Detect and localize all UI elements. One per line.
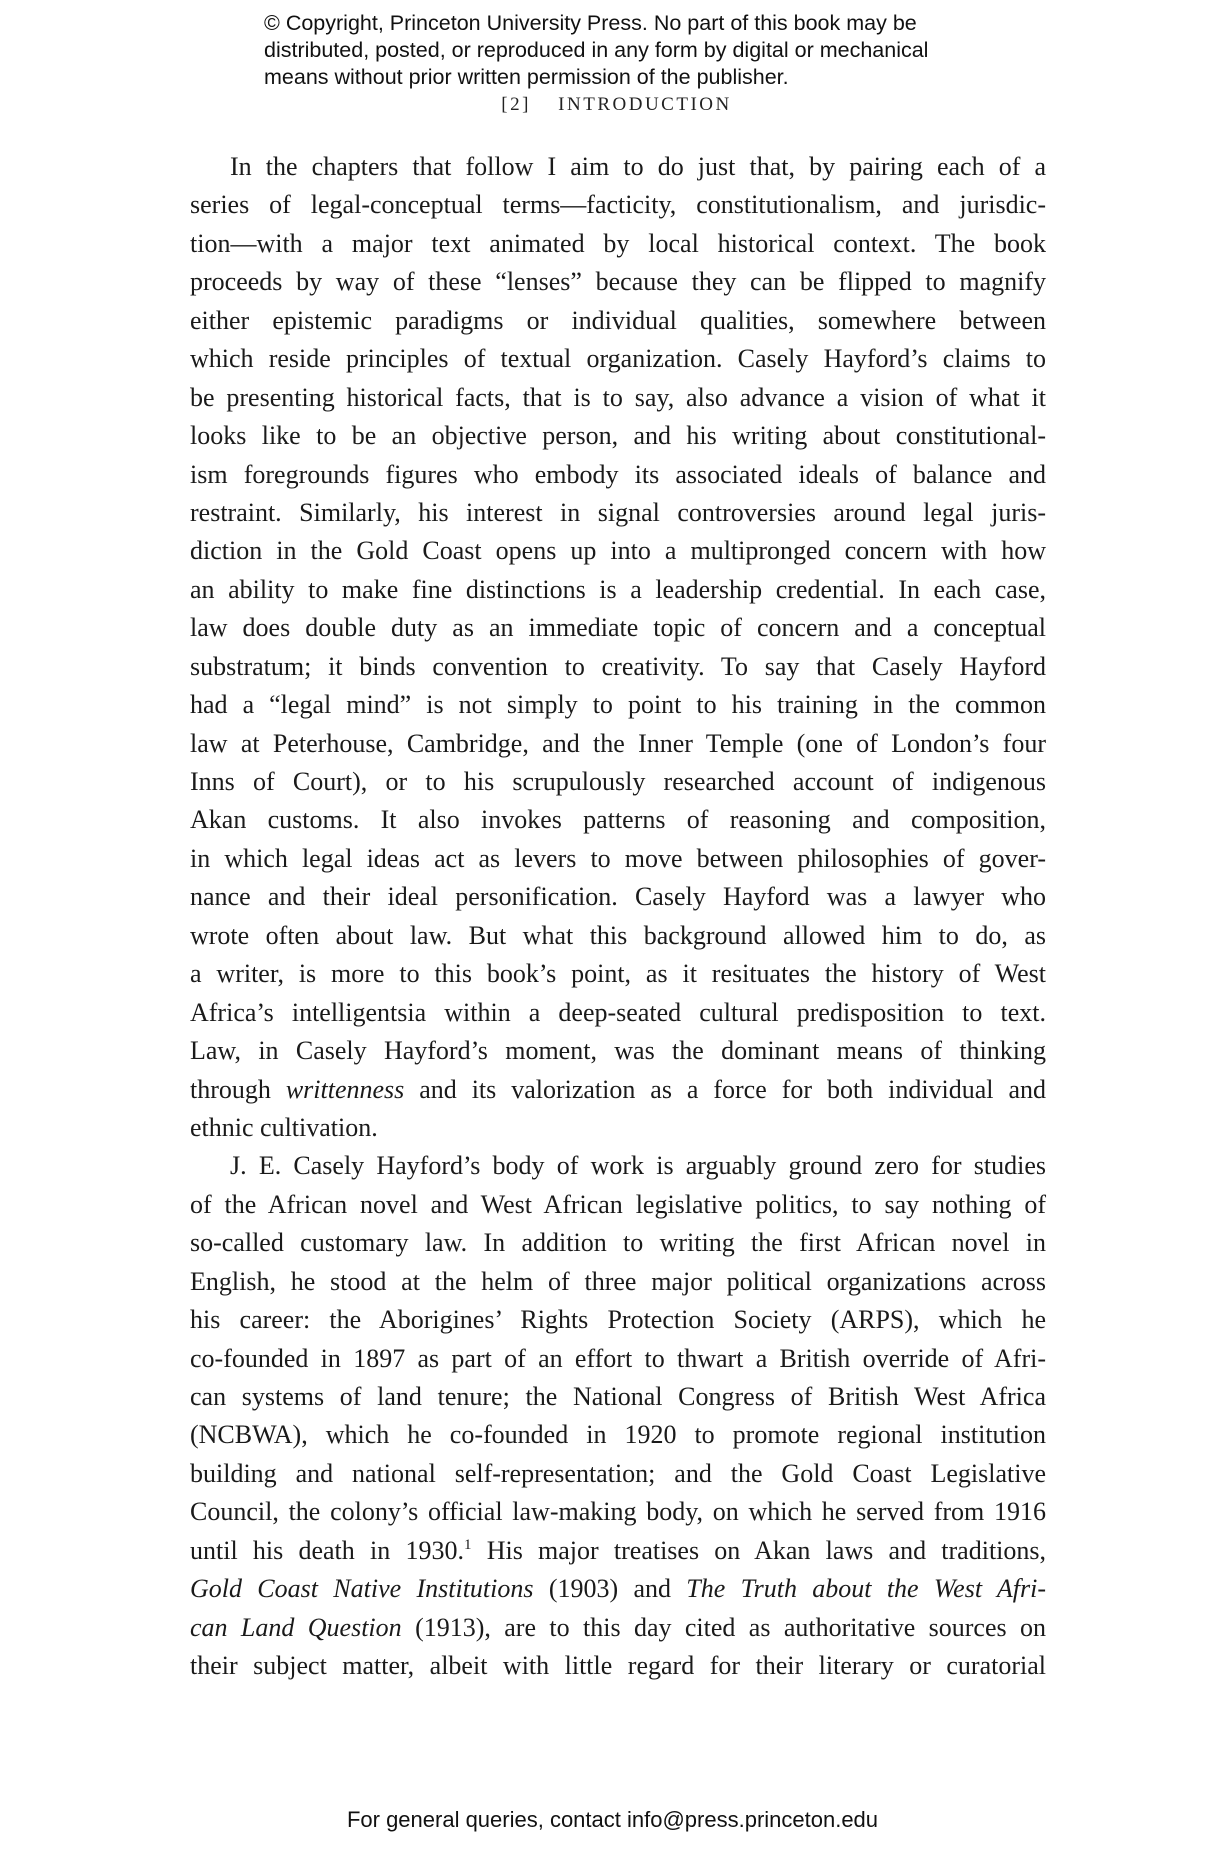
text-line: in which legal ideas act as levers to move between philosophies of gover-	[190, 843, 1046, 873]
text-line	[190, 1570, 1046, 1608]
text-line: had a “legal mind” is not simply to point to his training in the common	[190, 690, 1046, 720]
text-line: (NCBWA), which he co-founded in 1920 to promote regional institution	[190, 1420, 1046, 1450]
text-line: an ability to make fine distinctions is a leadership credential. In each case,	[190, 574, 1046, 604]
text-line: be presenting historical facts, that is to say, also advance a vision of what it	[190, 382, 1046, 412]
text-line: can systems of land tenure; the National Congress of British West Africa	[190, 1382, 1046, 1411]
text-run: His major treatises on Akan laws and traditions,	[486, 1535, 1047, 1565]
text-line	[190, 1532, 1046, 1570]
page-number: [2]	[501, 94, 531, 115]
text-line: ism foregrounds figures who embody its associated ideals of balance and	[190, 459, 1046, 489]
text-line: diction in the Gold Coast opens up into a multipronged concern with how	[190, 536, 1046, 566]
text-line: series of legal-conceptual terms—facticity, constitutionalism, and jurisdic-	[190, 190, 1046, 220]
book-title: The Truth about the West Afri-	[686, 1574, 1046, 1604]
text-line: substratum; it binds convention to creativity. To say that Casely Hayford	[190, 651, 1046, 681]
text-line: tion—with a major text animated by local historical context. The book	[190, 228, 1046, 258]
text-run: and its valorization as a force for both individual and	[419, 1074, 1047, 1104]
text-line: Africa’s intelligentsia within a deep-seated cultural predisposition to text.	[190, 997, 1046, 1027]
text-line: law does double duty as an immediate topic of concern and a conceptual	[190, 613, 1046, 643]
text-line: law at Peterhouse, Cambridge, and the Inner Temple (one of London’s four	[190, 728, 1046, 758]
text-line: building and national self-representation; and the Gold Coast Legislative	[190, 1458, 1046, 1488]
running-head	[0, 94, 1225, 116]
text-run: through	[190, 1074, 271, 1104]
text-line: English, he stood at the helm of three major political organizations across	[190, 1266, 1046, 1296]
copyright-line: © Copyright, Princeton University Press. No part of this book may be	[264, 11, 917, 35]
book-title: can Land Question	[190, 1612, 402, 1642]
copyright-line: means without prior written permission of the publisher.	[264, 65, 789, 89]
text-run: (1913), are to this day cited as authoritative sources on	[415, 1612, 1046, 1642]
text-line: Akan customs. It also invokes patterns of reasoning and composition,	[190, 805, 1046, 835]
text-line: nance and their ideal personification. Casely Hayford was a lawyer who	[190, 882, 1046, 912]
book-title: Gold Coast Native Institutions	[190, 1574, 534, 1604]
text-line	[190, 1071, 1046, 1109]
text-line: Inns of Court), or to his scrupulously researched account of indigenous	[190, 767, 1046, 796]
text-line: ethnic cultivation.	[190, 1112, 378, 1142]
text-line: In the chapters that follow I aim to do just that, by pairing each of a	[230, 152, 1046, 181]
footnote-marker: 1	[463, 1536, 472, 1553]
text-line: J. E. Casely Hayford’s body of work is arguably ground zero for studies	[230, 1151, 1046, 1181]
text-line: proceeds by way of these “lenses” because they can be flipped to magnify	[190, 267, 1046, 297]
text-line: of the African novel and West African legislative politics, to say nothing of	[190, 1189, 1046, 1219]
text-line: so-called customary law. In addition to writing the first African novel in	[190, 1228, 1046, 1258]
text-line: co-founded in 1897 as part of an effort to thwart a British override of Afri-	[190, 1343, 1046, 1373]
text-run: (1903) and	[548, 1574, 671, 1604]
text-line	[190, 1609, 1046, 1647]
text-line: Law, in Casely Hayford’s moment, was the dominant means of thinking	[190, 1036, 1046, 1066]
text-line: looks like to be an objective person, and his writing about constitutional-	[190, 421, 1046, 451]
text-line: restraint. Similarly, his interest in signal controversies around legal juris-	[190, 497, 1046, 527]
section-title: INTRODUCTION	[558, 94, 732, 115]
copyright-notice	[264, 10, 1024, 91]
body-text	[190, 148, 1046, 1686]
italic-term: writtenness	[285, 1074, 405, 1104]
copyright-line: distributed, posted, or reproduced in any form by digital or mechanical	[264, 38, 929, 62]
text-line: which reside principles of textual organization. Casely Hayford’s claims to	[190, 344, 1046, 374]
text-run: until his death in 1930.	[190, 1535, 464, 1565]
text-line: a writer, is more to this book’s point, as it resituates the history of West	[190, 959, 1046, 989]
text-line: their subject matter, albeit with little regard for their literary or curatorial	[190, 1651, 1046, 1681]
text-line: wrote often about law. But what this background allowed him to do, as	[190, 920, 1046, 950]
footer-contact: For general queries, contact info@press.princeton.edu	[346, 1807, 879, 1832]
text-line: either epistemic paradigms or individual qualities, somewhere between	[190, 305, 1046, 335]
text-line: Council, the colony’s official law-making body, on which he served from 1916	[190, 1497, 1046, 1527]
text-line: his career: the Aborigines’ Rights Protection Society (ARPS), which he	[190, 1305, 1046, 1335]
